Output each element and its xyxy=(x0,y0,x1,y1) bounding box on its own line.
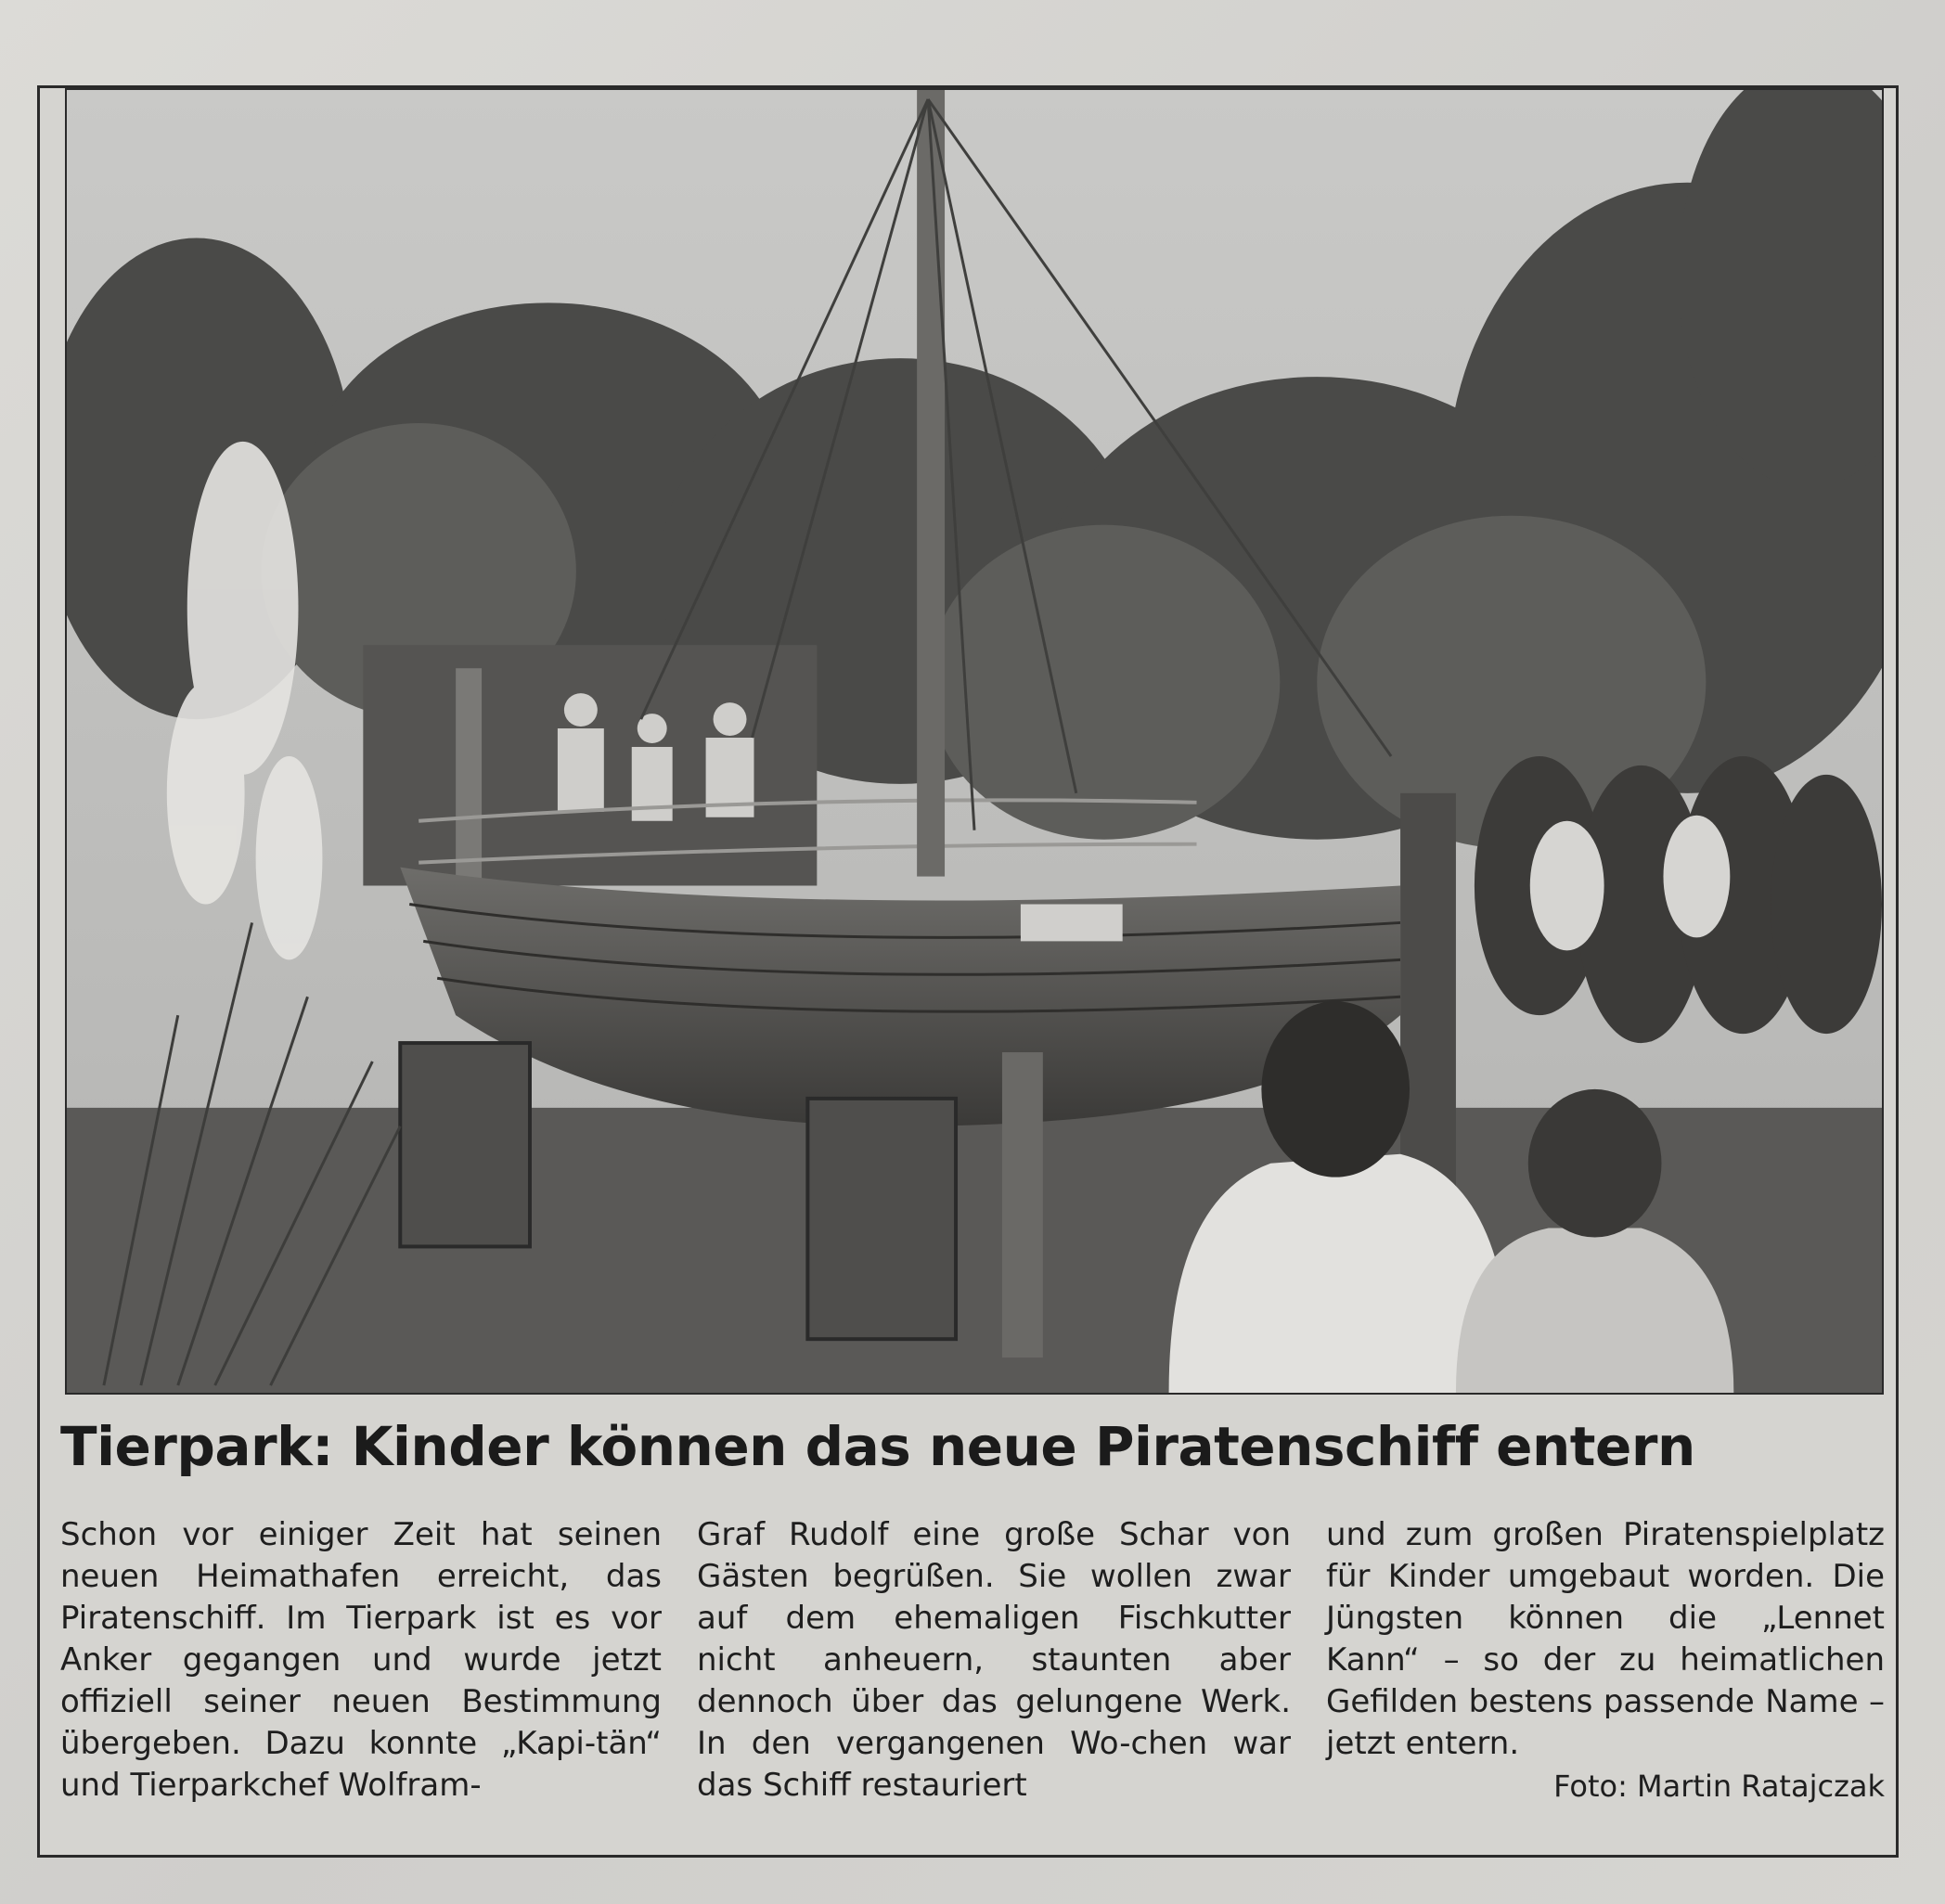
article-text-column-3: und zum großen Piratenspielplatz für Kinder umgebaut worden. Die Jüngsten können die „Lennet Kann“ – so der zu heimatlichen Gefilden bestens passende Name – jetzt entern. xyxy=(1326,1516,1885,1762)
article-column-2 xyxy=(697,1514,1291,1820)
article-column-1 xyxy=(60,1514,662,1820)
photo-credit: Foto: Martin Ratajczak xyxy=(1553,1769,1885,1804)
article-photo xyxy=(65,88,1884,1395)
article-text-column-2: Graf Rudolf eine große Schar von Gästen begrüßen. Sie wollen zwar auf dem ehemaligen Fischkutter nicht anheuern, staunten aber dennoch über das gelungene Werk. In den vergangenen Wo-chen war das Schiff restauriert xyxy=(697,1516,1291,1804)
article-headline: Tierpark: Kinder können das neue Piratenschiff entern xyxy=(60,1415,1695,1478)
pirate-ship-photo xyxy=(67,90,1882,1393)
article-text-column-1: Schon vor einiger Zeit hat seinen neuen Heimathafen erreicht, das Piratenschiff. Im Tierpark ist es vor Anker gegangen und wurde jetzt offiziell seiner neuen Bestimmung übergeben. Dazu konnte „Kapi-tän“ und Tierparkchef Wolfram- xyxy=(60,1516,662,1804)
article-clipping xyxy=(37,85,1899,1858)
article-column-3 xyxy=(1326,1514,1885,1820)
article-body xyxy=(60,1514,1885,1820)
